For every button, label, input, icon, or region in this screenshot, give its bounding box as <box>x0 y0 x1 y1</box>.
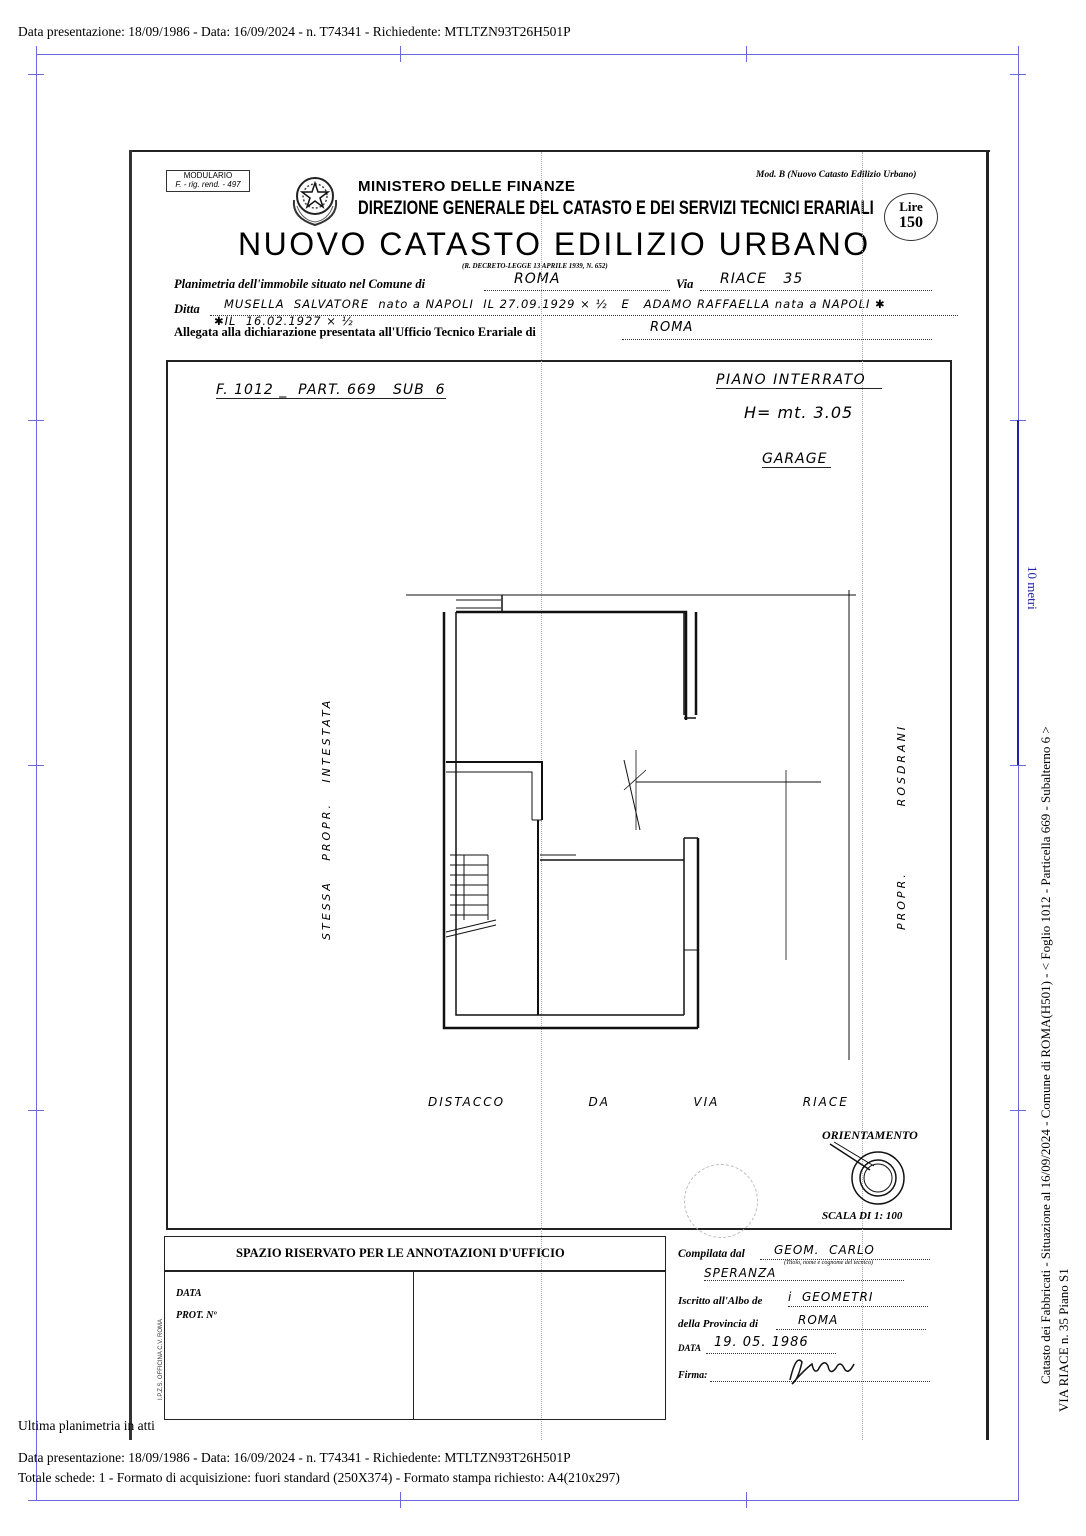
decree-label: (R. DECRETO-LEGGE 13 APRILE 1939, N. 652) <box>462 262 608 270</box>
modulario-box <box>166 170 250 192</box>
firma-label: Firma: <box>678 1370 708 1381</box>
office-prot-label: PROT. Nº <box>176 1310 217 1321</box>
left-owner-label: STESSA PROPR. INTESTATA <box>320 697 333 940</box>
ditta-value: MUSELLA SALVATORE nato a NAPOLI IL 27.09.1929 × ½ E ADAMO RAFFAELLA nata a NAPOLI ✱ <box>224 297 886 311</box>
use-label: GARAGE <box>762 451 831 468</box>
compilata-field <box>760 1244 930 1260</box>
via-label: Via <box>676 277 694 291</box>
printer-note: I.P.Z.S. OFFICINA C.V. ROMA <box>158 1318 164 1400</box>
scale-label: SCALA DI 1: 100 <box>822 1210 903 1222</box>
ufficio-field <box>622 322 932 340</box>
via-field <box>700 273 932 291</box>
ditta-value-continued: ✱IL 16.02.1927 × ½ <box>214 314 354 328</box>
scale-bar-label: 10 metri <box>1025 566 1040 610</box>
mod-b-label: Mod. B (Nuovo Catasto Edilizio Urbano) <box>756 170 917 180</box>
form-title: NUOVO CATASTO EDILIZIO URBANO <box>238 226 871 262</box>
orientation-label: ORIENTAMENTO <box>822 1128 918 1142</box>
floor-label: PIANO INTERRATO <box>716 372 882 389</box>
header-info: Data presentazione: 18/09/1986 - Data: 16/09/2024 - n. T74341 - Richiedente: MTLTZN93T26H501P <box>18 24 571 39</box>
lire-stamp <box>884 193 938 241</box>
provincia-label: della Provincia di <box>678 1318 759 1330</box>
modulario-label: MODULARIO <box>183 171 233 180</box>
direction-label: DIREZIONE GENERALE DEL CATASTO E DEI SERVIZI TECNICI ERARIALI <box>358 198 874 219</box>
data2-label: DATA <box>678 1343 702 1353</box>
lire-value: 150 <box>899 214 923 231</box>
footer-line-1: Data presentazione: 18/09/1986 - Data: 16/09/2024 - n. T74341 - Richiedente: MTLTZN93T26H501P <box>18 1450 571 1465</box>
iscritto-field <box>788 1291 928 1307</box>
planimetria-label: Planimetria dell'immobile situato nel Comune di <box>174 277 426 291</box>
data2-value: 19. 05. 1986 <box>714 1335 809 1350</box>
modulario-code: F. - rig. rend. - 497 <box>175 180 241 189</box>
iscritto-value: i GEOMETRI <box>788 1290 874 1304</box>
compilata-value: GEOM. CARLO <box>774 1243 875 1257</box>
ditta-label: Ditta <box>174 302 200 316</box>
plan-reference: F. 1012 _ PART. 669 SUB 6 <box>216 382 446 398</box>
compilata-label: Compilata dal <box>678 1248 745 1260</box>
height-label: H= mt. 3.05 <box>744 403 854 422</box>
north-arrow-icon <box>826 1140 910 1212</box>
iscritto-label: Iscritto all'Albo de <box>678 1295 763 1307</box>
republic-emblem-icon <box>288 170 342 228</box>
office-stamp <box>684 1164 758 1238</box>
via-value: RIACE 35 <box>720 271 804 287</box>
provincia-value: ROMA <box>798 1313 839 1327</box>
office-data-label: DATA <box>176 1288 202 1299</box>
lire-label: Lire <box>899 199 923 214</box>
ufficio-value: ROMA <box>650 320 694 335</box>
comune-value: ROMA <box>514 271 561 287</box>
provincia-field <box>776 1314 926 1330</box>
bottom-distance-label: DISTACCO DA VIA RIACE <box>428 1095 849 1109</box>
compilata-surname: SPERANZA <box>704 1266 904 1281</box>
reserved-office-box <box>164 1236 666 1420</box>
side-cadastre-info: Catasto dei Fabbricati - Situazione al 16/09/2024 - Comune di ROMA(H501) - < Foglio 1012 - Particella 669 - Subalterno 6 > <box>1038 726 1053 1384</box>
reserved-title: SPAZIO RISERVATO PER LE ANNOTAZIONI D'UFFICIO <box>236 1246 565 1260</box>
footer-line-2: Totale schede: 1 - Formato di acquisizione: fuori standard (250X374) - Formato stampa richiesto: A4(210x297) <box>18 1470 620 1485</box>
compilata-note: (Titolo, nome e cognome del tecnico) <box>784 1260 873 1266</box>
comune-field <box>484 273 670 291</box>
allegata-label: Allegata alla dichiarazione presentata all'Ufficio Tecnico Erariale di <box>174 325 536 339</box>
side-address: VIA RIACE n. 35 Piano S1 <box>1056 1268 1071 1412</box>
ministry-label: MINISTERO DELLE FINANZE <box>358 178 576 195</box>
signature <box>784 1350 864 1386</box>
right-owner-label: PROPR. ROSDRANI <box>895 723 908 930</box>
footer-last-plan: Ultima planimetria in atti <box>18 1418 155 1433</box>
